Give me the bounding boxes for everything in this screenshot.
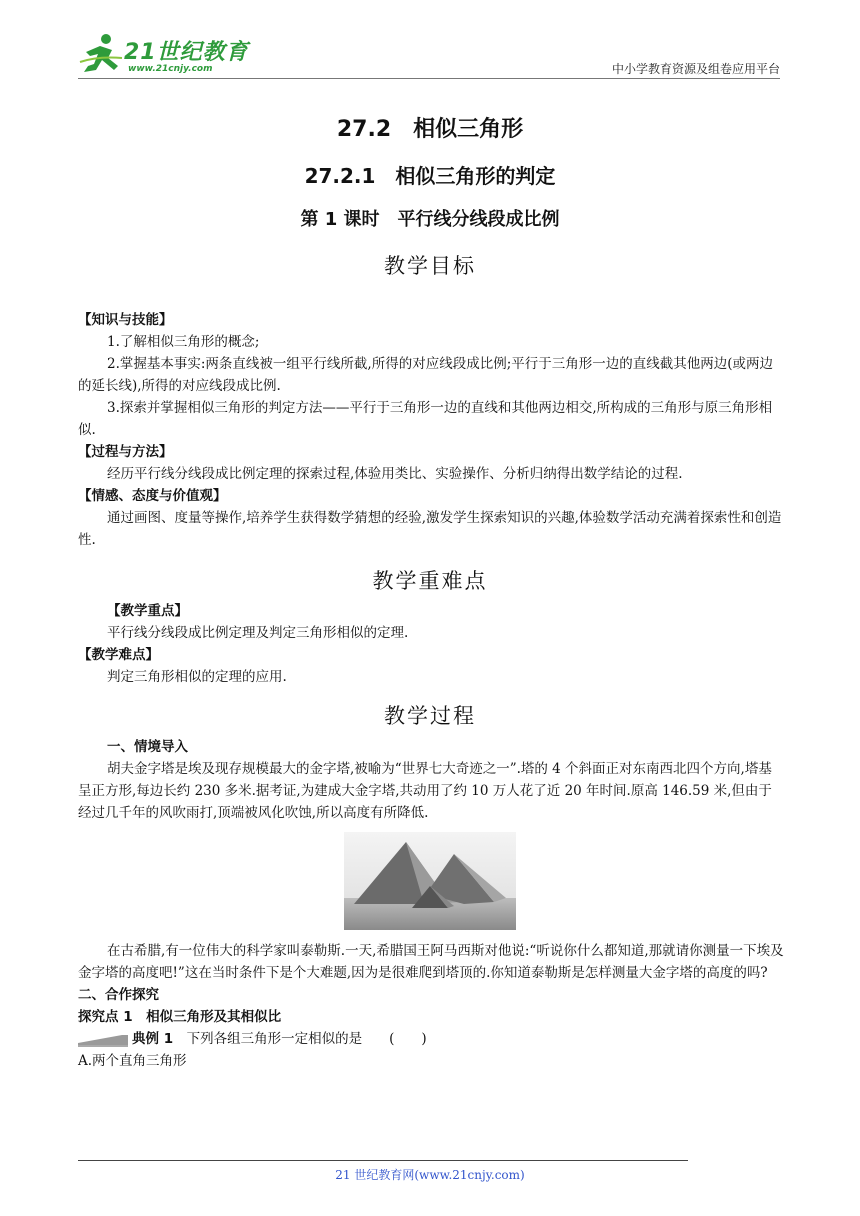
header-divider — [78, 78, 780, 79]
site-logo — [78, 32, 258, 76]
page-header — [78, 26, 780, 84]
example-line — [78, 1028, 784, 1050]
lesson-title: 第 1 课时 平行线分线段成比例 — [300, 209, 560, 230]
logo-text: 21世纪教育 — [124, 40, 249, 65]
part1-para2: 在古希腊,有一位伟大的科学家叫泰勒斯.一天,希腊国王阿马西斯对他说:“听说你什么都知道,那就请你测量一下埃及金字塔的高度吧!”这在当时条件下是个大难题,因为是很难爬到塔顶的.你知道泰勒斯是怎样测量大金字塔的高度的吗? — [78, 943, 784, 981]
process-title: 【过程与方法】 — [78, 444, 173, 460]
process-text: 经历平行线分线段成比例定理的探索过程,体验用类比、实验操作、分析归纳得出数学结论的过程. — [107, 466, 683, 482]
knowledge-title: 【知识与技能】 — [78, 312, 173, 328]
section-title: 27.2.1 相似三角形的判定 — [304, 164, 556, 188]
process-heading: 教学过程 — [384, 704, 476, 728]
difficulty-title: 【教学难点】 — [78, 647, 159, 663]
pyramid-image — [344, 832, 516, 930]
option-a: A.两个直角三角形 — [78, 1053, 187, 1069]
example-label: 典例 1 — [132, 1031, 174, 1047]
process-section-part1 — [78, 736, 784, 824]
chapter-title: 27.2 相似三角形 — [336, 117, 524, 142]
example-text: 下列各组三角形一定相似的是 ( ) — [186, 1031, 427, 1047]
objectives-heading: 教学目标 — [384, 254, 476, 278]
difficulty-text: 判定三角形相似的定理的应用. — [107, 669, 287, 685]
header-platform-text: 中小学教育资源及组卷应用平台 — [611, 62, 780, 76]
knowledge-item-1: 1.了解相似三角形的概念; — [107, 334, 260, 350]
logo-url: www.21cnjy.com — [128, 64, 213, 74]
emotion-text: 通过画图、度量等操作,培养学生获得数学猜想的经验,激发学生探索知识的兴趣,体验数学活动充满着探索性和创造性. — [78, 510, 782, 548]
key-points-heading: 教学重难点 — [372, 569, 488, 593]
footer-text: 21 世纪教育网(www.21cnjy.com) — [335, 1168, 525, 1182]
explore-title-text: 探究点 1 相似三角形及其相似比 — [78, 1009, 282, 1025]
part2-title: 二、合作探究 — [78, 987, 159, 1003]
process-section-part2 — [78, 940, 784, 1072]
part1-title: 一、情境导入 — [107, 739, 188, 755]
part1-para1: 胡夫金字塔是埃及现存规模最大的金字塔,被喻为“世界七大奇迹之一”.塔的 4 个斜面正对东南西北四个方向,塔基呈正方形,每边长约 230 多米.据考证,为建成大金字塔,共动用了约 10 万人花了近 20 年时间.原高 146.59 米,但由于经过几千年的风吹雨打,顶端被风化吹蚀,所以高度有所降低. — [78, 761, 772, 821]
key-points-section — [78, 600, 784, 688]
emotion-title: 【情感、态度与价值观】 — [78, 488, 227, 504]
objectives-section — [78, 309, 784, 551]
focus-title: 【教学重点】 — [107, 603, 188, 619]
knowledge-item-2: 2.掌握基本事实:两条直线被一组平行线所截,所得的对应线段成比例;平行于三角形一边的直线截其他两边(或两边的延长线),所得的对应线段成比例. — [78, 356, 774, 394]
footer-divider — [78, 1160, 688, 1161]
example-marker-icon — [78, 1033, 128, 1047]
explore-title — [78, 1006, 784, 1028]
runner-logo-icon — [78, 32, 124, 76]
focus-text: 平行线分线段成比例定理及判定三角形相似的定理. — [107, 625, 409, 641]
knowledge-item-3: 3.探索并掌握相似三角形的判定方法——平行于三角形一边的直线和其他两边相交,所构成的三角形与原三角形相似. — [78, 400, 773, 438]
